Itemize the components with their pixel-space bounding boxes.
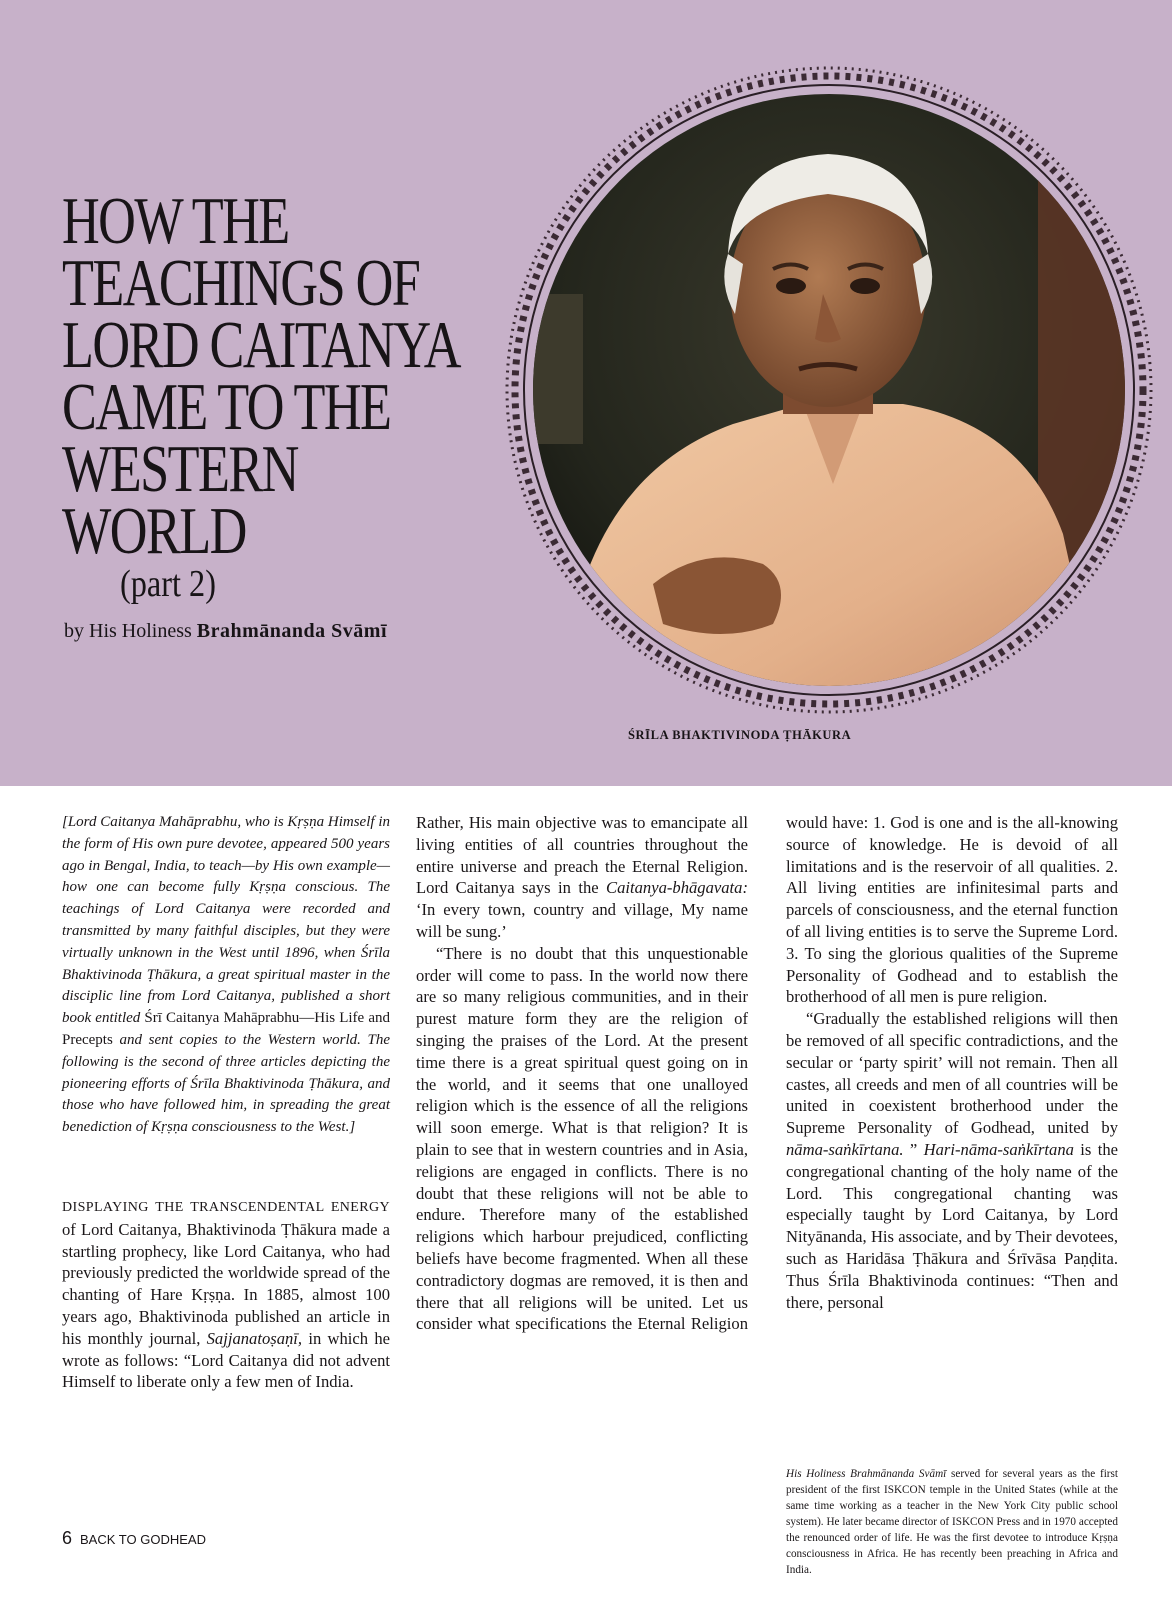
byline-prefix: by His Holiness	[64, 620, 192, 642]
italic-term: nāma-saṅkīrtana.	[786, 1139, 904, 1159]
bio-text: served for several years as the first president of the first ISKCON temple in the United States (while at the same time working as a teacher in the New York City public school system). He later became director of ISKCON Press and in 1970 accepted the renounced order of life. He was the first devotee to introduce Kṛṣṇa consciousness in Africa. He has recently been preaching in Africa and India.	[786, 1468, 1118, 1576]
paragraph-text: ‘In every town, country and village, My name will be sung.’	[416, 900, 748, 941]
title-line: HOW THE	[62, 184, 289, 258]
book-title: Śrī Caitanya Mahāprabhu—His Life and Precepts	[62, 1010, 390, 1048]
byline	[64, 620, 387, 643]
photo-caption: ŚRĪLA BHAKTIVINODA ṬHĀKURA	[628, 728, 852, 742]
intro-text-b: and sent copies to the Western world. The following is the second of three articles depicting the pioneering efforts of Śrīla Bhaktivinoda Ṭhākura, and those who have followed him, in spreading the great benediction of Kṛṣṇa consciousness to the West.]	[62, 1031, 391, 1136]
paragraph	[62, 1195, 390, 1393]
paragraph	[416, 812, 748, 943]
paragraph-text: ”	[909, 1139, 924, 1159]
part-label: (part 2)	[120, 563, 216, 605]
column-1	[62, 812, 390, 1393]
italic-term: Hari-nāma-saṅkīrtana	[923, 1139, 1074, 1159]
bio-name: His Holiness Brahmānanda Svāmī	[786, 1468, 947, 1480]
paragraph-text: of Lord Caitanya, Bhaktivinoda Ṭhākura made a startling prophecy, like Lord Caitanya, who had previously predicted the worldwide spread of the chanting of Hare Kṛṣṇa. In 1885, almost 100 years ago, Bhaktivinoda published an article in his monthly journal,	[62, 1219, 390, 1348]
editor-intro	[62, 812, 390, 1139]
portrait-photo	[503, 64, 1155, 716]
title-line: TEACHINGS OF	[62, 246, 420, 320]
paragraph-text: is the congregational chanting of the holy name of the Lord. This congregational chanting was especially taught by Lord Caitanya, by Lord Nityānanda, His associate, and by Their devotees, such as Haridāsa Ṭhākura and Śrīvāsa Paṇḍita. Thus Śrīla Bhaktivinoda continues: “Then and there, personal	[786, 1139, 1118, 1312]
title-line: LORD CAITANYA	[62, 308, 460, 382]
paragraph-text: Rather, His main objective was to emancipate all living entities of all countries throughout the entire universe and preach the Eternal Religion. Lord Caitanya says in the	[416, 813, 748, 898]
article-title	[62, 184, 460, 568]
paragraph	[786, 1008, 1118, 1313]
title-line: WESTERN	[62, 432, 298, 506]
page-footer	[62, 1528, 206, 1549]
italic-term: Caitanya-bhāgavata:	[606, 878, 748, 898]
journal-title: Sajjanatoṣaṇī,	[206, 1328, 303, 1348]
page-number: 6	[62, 1528, 73, 1548]
paragraph-text: in which he wrote as follows: “Lord Caitanya did not advent Himself to liberate only a few men of India.	[62, 1328, 390, 1392]
author-bio	[786, 1466, 1118, 1578]
byline-author: Brahmānanda Svāmī	[196, 620, 388, 642]
intro-text-a: [Lord Caitanya Mahāprabhu, who is Kṛṣṇa Himself in the form of His own pure devotee, appeared 500 years ago in Bengal, India, to teach—by His own example—how one can become fully Kṛṣṇa conscious. The teachings of Lord Caitanya were recorded and transmitted by many faithful disciples, but they were virtually unknown in the West until 1896, when Śrīla Bhaktivinoda Ṭhākura, a great spiritual master in the disciplic line from Lord Caitanya, published a short book entitled	[62, 814, 390, 1027]
article-body-flow	[416, 812, 1118, 1446]
title-line: CAME TO THE	[62, 370, 391, 444]
magazine-name: BACK TO GODHEAD	[80, 1532, 206, 1547]
paragraph-text: “There is no doubt that this unquestionable order will come to pass. In the world now there are so many religious communities, and in their purest mature form they are the religion of singing the praises of the Lord. At the present time there is a great spiritual quest going on in the world, and it seems that one unalloyed religion which is the essence of all the religions will soon emerge. What is that religion? It is plain to see that in western countries and in Asia, religions are engaged in conflicts. There is no doubt that these religions will not be able to endure. Therefore many of the established religions which harbour prejudiced, conflicting beliefs have become fragmented. When all these contradictory dogmas are removed, it is then and there that all religions will be united. Let us consider what specifications the Eternal Religion would have: 1. God is one and is the all-knowing source of knowledge. He is devoid of all limitations and is the reservoir of all qualities. 2. All living entities are infinitesimal parts and parcels of consciousness, and the eternal function of all living entities is to serve the Supreme Lord. 3. To sing the glorious qualities of the Supreme Personality of Godhead and to establish the brotherhood of all men is pure religion.	[416, 813, 1118, 1334]
lead-in-caps: DISPLAYING THE TRANSCENDENTAL ENERGY	[62, 1199, 390, 1215]
paragraph-text: “Gradually the established religions will then be removed of all specific contradictions, and the secular or ‘party spirit’ will not remain. Then all castes, all creeds and men of all countries will be united in coexistent brotherhood under the Supreme Personality of Godhead, united by	[786, 1009, 1118, 1138]
title-line: WORLD	[62, 494, 246, 568]
